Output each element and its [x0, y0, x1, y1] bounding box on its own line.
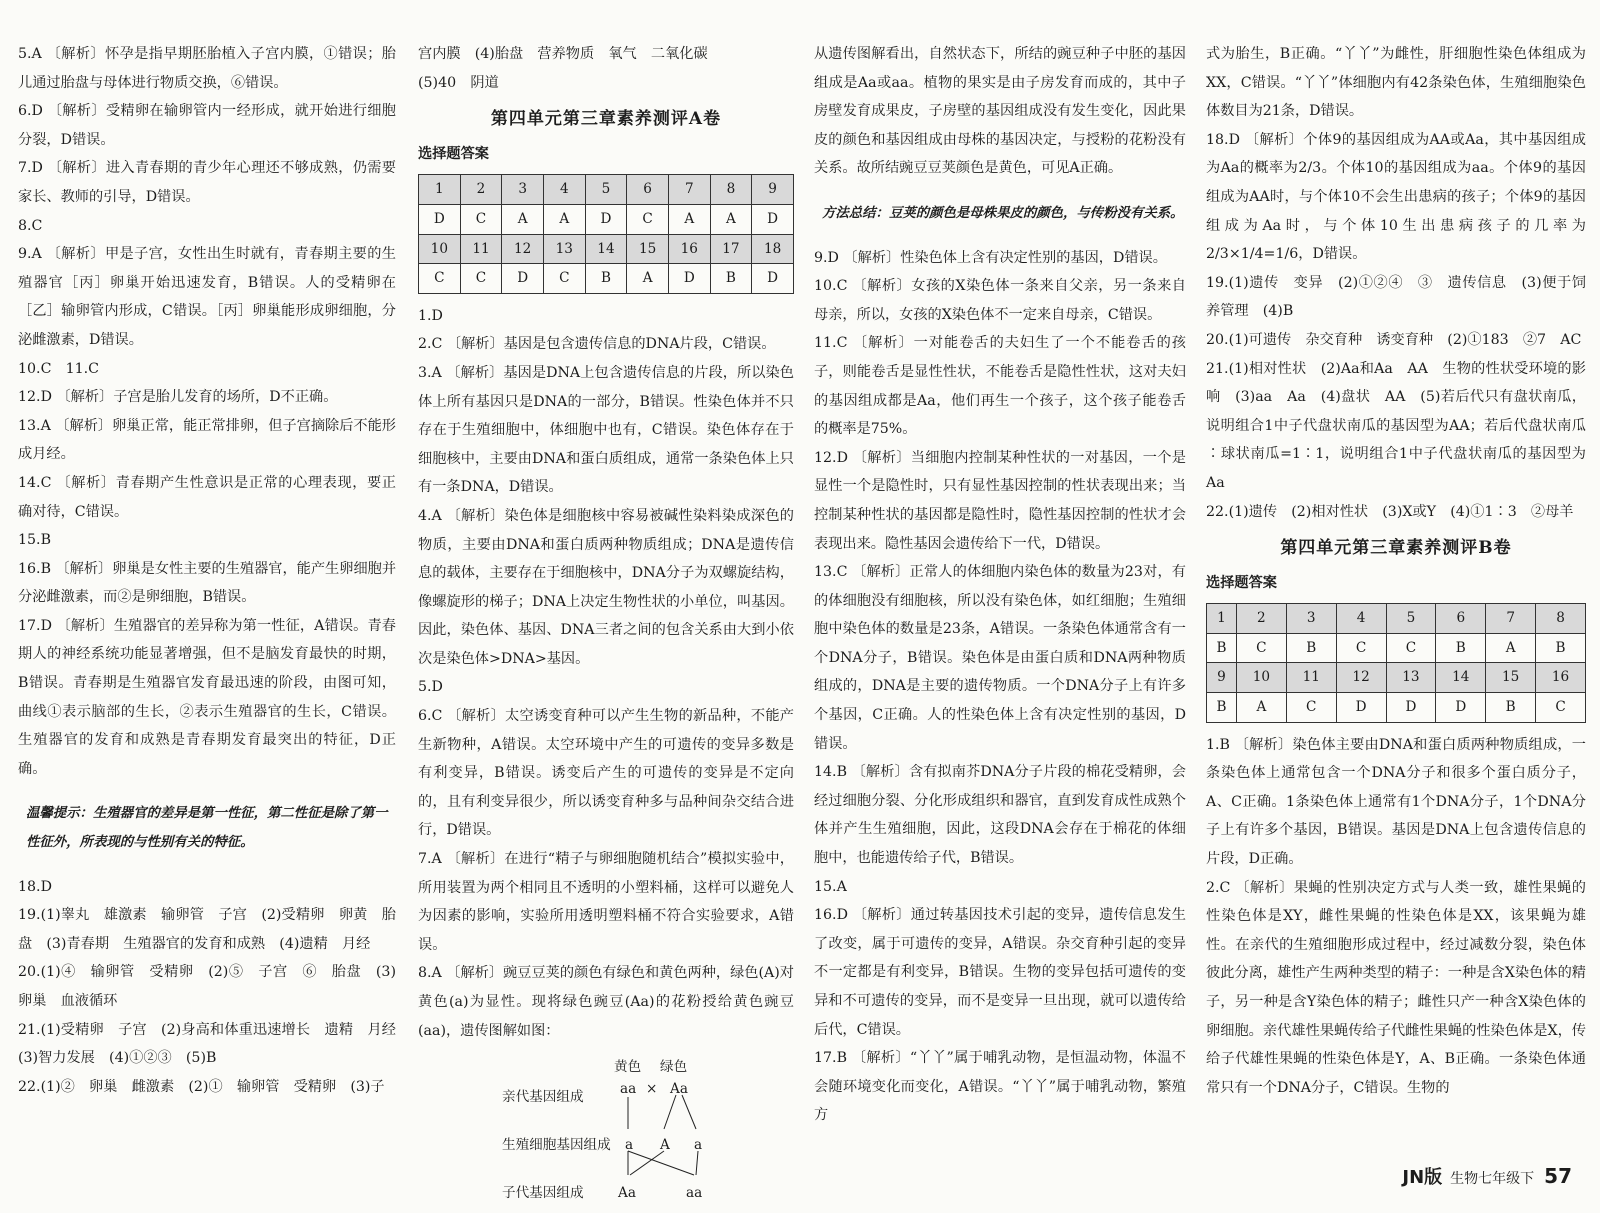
table-cell: B — [1207, 633, 1237, 663]
answer-item: 14.C 〔解析〕青春期产生性意识是正常的心理表现，要正确对待，C错误。 — [18, 474, 396, 520]
answer-item: 1.B 〔解析〕染色体主要由DNA和蛋白质两种物质组成，一条染色体上通常包含一个DNA分子和很多个蛋白质分子，A、C正确。1条染色体上通常有1个DNA分子，1个DNA分子上有许多个基因，B错误。基因是DNA上包含遗传信息的片段，D正确。 — [1206, 736, 1586, 868]
answer-item: 9.A 〔解析〕甲是子宫，女性出生时就有，青春期主要的生殖器官［丙］卵巢开始迅速发育，B错误。人的受精卵在［乙］输卵管内形成，C错误。［丙］卵巢能形成卵细胞，分泌雌激素，D错误。 — [18, 246, 396, 348]
answer-item: 5.D — [418, 679, 443, 696]
answer-item: 21.(1)受精卵 子宫 (2)身高和体重迅速增长 遗精 月经 (3)智力发展 (4)①②③ (5)B — [18, 1021, 411, 1067]
table-cell: C — [543, 264, 585, 294]
table-row — [419, 204, 794, 234]
answer-item: 17.D 〔解析〕生殖器官的差异称为第一性征，A错误。青春期人的神经系统功能显著增强，但不是脑发育最快的时期，B错误。青春期是生殖器官发育最迅速的阶段，由图可知，曲线①表示脑部的生长，②表示生殖器官的生长，C错误。生殖器官的发育和成熟是青春期发育最突出的特征，D正确。 — [18, 617, 396, 777]
table-cell: 6 — [627, 175, 669, 205]
table-cell: 7 — [668, 175, 710, 205]
table-row — [419, 234, 794, 264]
table-cell: 8 — [710, 175, 752, 205]
table-cell: 14 — [1436, 663, 1486, 693]
table-row — [1207, 604, 1586, 634]
answer-item: 12.D 〔解析〕子宫是胎儿发育的场所，D不正确。 — [18, 389, 338, 406]
diagram-cross: × — [646, 1081, 658, 1098]
answer-label-a: 选择题答案 — [418, 145, 489, 162]
diagram-lines — [418, 1045, 794, 1213]
genetic-diagram — [418, 1045, 794, 1213]
answer-item: 11.C 〔解析〕一对能卷舌的夫妇生了一个不能卷舌的孩子，则能卷舌是显性性状，不能卷舌是隐性性状，这对夫妇的基因组成都是Aa，他们再生一个孩子，这个孩子能卷舌的概率是75%。 — [814, 335, 1186, 438]
diagram-row-parent: 亲代基因组成 — [502, 1089, 584, 1106]
table-cell: A — [1236, 693, 1286, 723]
column-4 — [1206, 40, 1586, 1102]
table-cell: 17 — [710, 234, 752, 264]
answer-item: (5)40 阴道 — [418, 74, 499, 91]
tip-note: 温馨提示：生殖器官的差异是第一性征，第二性征是除了第一性征外，所表现的与性别有关的特征。 — [26, 805, 388, 851]
table-cell: 10 — [1236, 663, 1286, 693]
table-row — [1207, 663, 1586, 693]
table-cell: 1 — [1207, 604, 1237, 634]
answer-item: 8.C — [18, 217, 43, 234]
answer-item: 10.C 〔解析〕女孩的X染色体一条来自父亲，另一条来自母亲，所以，女孩的X染色体不一定来自母亲，C错误。 — [814, 278, 1186, 323]
table-cell: 8 — [1536, 604, 1586, 634]
table-cell: 14 — [585, 234, 627, 264]
table-cell: 11 — [460, 234, 502, 264]
table-cell: A — [627, 264, 669, 294]
test-a-title: 第四单元第三章素养测评A卷 — [490, 109, 722, 130]
table-row — [1207, 693, 1586, 723]
edition-label: JN版 — [1402, 1167, 1443, 1188]
answer-item: 式为胎生，B正确。“丫丫”为雌性，肝细胞性染色体组成为XX，C错误。“丫丫”体细胞内有42条染色体，生殖细胞染色体数目为21条，D错误。 — [1206, 46, 1586, 120]
answer-item: 18.D 〔解析〕个体9的基因组成为AA或Aa，其中基因组成为Aa的概率为2/3。个体10的基因组成为aa。个体9的基因组成为AA时，与个体10不会生出患病的孩子；个体9的基因组成为Aa时，与个体10生出患病孩子的几率为2/3×1/4=1/6，D错误。 — [1206, 131, 1586, 263]
answer-item: 16.B 〔解析〕卵巢是女性主要的生殖器官，能产生卵细胞并分泌雌激素，而②是卵细胞，B错误。 — [18, 560, 397, 606]
answer-item: 6.C 〔解析〕太空诱变育种可以产生生物的新品种，不能产生新物种，A错误。太空环境中产生的可遗传的变异多数是有利变异，B错误。诱变后产生的可遗传的变异是不定向的，且有利变异很少，所以诱变育种多与品种间杂交结合进行，D错误。 — [418, 708, 794, 839]
table-cell: C — [1386, 633, 1436, 663]
page-number: 57 — [1544, 1164, 1572, 1188]
table-cell: D — [585, 204, 627, 234]
answer-item: 5.A 〔解析〕怀孕是指早期胚胎植入子宫内膜，①错误；胎儿通过胎盘与母体进行物质交换，⑥错误。 — [18, 46, 396, 91]
answer-item: 从遗传图解看出，自然状态下，所结的豌豆种子中胚的基因组成是Aa或aa。植物的果实是由子房发育而成的，其中子房壁发育成果皮，子房壁的基因组成没有发生变化，因此果皮的颜色和基因组成由母株的基因决定，与授粉的花粉没有关系。故所结豌豆豆荚颜色是黄色，可见A正确。 — [814, 46, 1186, 177]
answer-item: 18.D — [18, 878, 52, 895]
table-cell: C — [460, 264, 502, 294]
table-cell: 13 — [543, 234, 585, 264]
answer-item: 20.(1)④ 输卵管 受精卵 (2)⑤ 子宫 ⑥ 胎盘 (3)卵巢 血液循环 — [18, 964, 396, 1009]
table-cell: 18 — [752, 234, 794, 264]
table-cell: A — [502, 204, 544, 234]
column-2 — [418, 40, 794, 1213]
answer-item: 14.B 〔解析〕含有拟南芥DNA分子片段的棉花受精卵，会经过细胞分裂、分化形成组织和器官，直到发育成性成熟个体并产生生殖细胞，因此，这段DNA会存在于棉花的体细胞中，也能遗传给子代，B错误。 — [814, 764, 1186, 867]
answer-item: 6.D 〔解析〕受精卵在输卵管内一经形成，就开始进行细胞分裂，D错误。 — [18, 103, 396, 148]
diagram-yellow: 黄色 — [614, 1059, 642, 1076]
answer-item: 7.A 〔解析〕在进行“精子与卵细胞随机结合”模拟实验中，所用装置为两个相同且不透明的小塑料桶，这样可以避免人为因素的影响，实验所用透明塑料桶不符合实验要求，A错误。 — [418, 851, 794, 953]
answer-item: 1.D — [418, 307, 443, 324]
table-cell: C — [627, 204, 669, 234]
answer-item: 10.C 11.C — [18, 360, 100, 377]
table-cell: C — [1236, 633, 1286, 663]
column-3 — [814, 40, 1186, 1130]
answer-item: 7.D 〔解析〕进入青春期的青少年心理还不够成熟，仍需要家长、教师的引导，D错误。 — [18, 160, 396, 205]
table-cell: D — [419, 204, 461, 234]
diagram-row-offspring: 子代基因组成 — [502, 1185, 584, 1202]
table-cell: 5 — [1386, 604, 1436, 634]
answer-item: 19.(1)遗传 变异 (2)①②④ ③ 遗传信息 (3)便于饲养管理 (4)B — [1206, 274, 1586, 320]
table-cell: 15 — [1486, 663, 1536, 693]
table-cell: 6 — [1436, 604, 1486, 634]
table-cell: 2 — [460, 175, 502, 205]
answer-item: 20.(1)可遗传 杂交育种 诱变育种 (2)①183 ②7 AC — [1206, 331, 1582, 348]
answer-item: 22.(1)② 卵巢 雌激素 (2)① 输卵管 受精卵 (3)子 — [18, 1078, 385, 1095]
table-cell: 4 — [1336, 604, 1386, 634]
diagram-p2: Aa — [670, 1081, 688, 1098]
column-1 — [18, 40, 411, 1101]
table-cell: 2 — [1236, 604, 1286, 634]
table-cell: 9 — [752, 175, 794, 205]
table-cell: 16 — [668, 234, 710, 264]
table-cell: B — [1286, 633, 1336, 663]
answer-item: 22.(1)遗传 (2)相对性状 (3)X或Y (4)①1∶3 ②母羊 — [1206, 503, 1574, 520]
table-cell: C — [1286, 693, 1336, 723]
answer-item: 2.C 〔解析〕基因是包含遗传信息的DNA片段，C错误。 — [418, 336, 776, 353]
table-cell: D — [752, 204, 794, 234]
answer-item: 19.(1)睾丸 雄激素 输卵管 子宫 (2)受精卵 卵黄 胎盘 (3)青春期 生殖器官的发育和成熟 (4)遗精 月经 — [18, 907, 396, 952]
method-note: 方法总结：豆荚的颜色是母株果皮的颜色，与传粉没有关系。 — [822, 204, 1184, 221]
table-cell: C — [460, 204, 502, 234]
diagram-green: 绿色 — [660, 1059, 688, 1076]
table-cell: 4 — [543, 175, 585, 205]
table-cell: 16 — [1536, 663, 1586, 693]
test-b-title: 第四单元第三章素养测评B卷 — [1280, 538, 1512, 559]
table-cell: B — [1486, 693, 1536, 723]
answer-item: 15.B — [18, 532, 51, 549]
table-cell: A — [710, 204, 752, 234]
table-cell: D — [1336, 693, 1386, 723]
table-cell: A — [1486, 633, 1536, 663]
table-row — [1207, 633, 1586, 663]
diagram-c2: aa — [686, 1185, 703, 1202]
table-cell: 12 — [1336, 663, 1386, 693]
table-cell: 7 — [1486, 604, 1536, 634]
diagram-g2: A — [660, 1137, 670, 1154]
diagram-p1: aa — [620, 1081, 637, 1098]
table-cell: 5 — [585, 175, 627, 205]
answer-item: 9.D 〔解析〕性染色体上含有决定性别的基因，D错误。 — [814, 249, 1167, 266]
table-cell: A — [668, 204, 710, 234]
diagram-row-gamete: 生殖细胞基因组成 — [502, 1137, 611, 1154]
answer-item: 8.A 〔解析〕豌豆豆荚的颜色有绿色和黄色两种，绿色(A)对黄色(a)为显性。现将绿色豌豆(Aa)的花粉授给黄色豌豆(aa)，遗传图解如图： — [418, 965, 794, 1039]
table-cell: C — [419, 264, 461, 294]
answer-item: 21.(1)相对性状 (2)Aa和Aa AA 生物的性状受环境的影响 (3)aa Aa (4)盘状 AA (5)若后代只有盘状南瓜，说明组合1中子代盘状南瓜的基因型为AA；若后代盘状南瓜∶球状南瓜=1∶1，说明组合1中子代盘状南瓜的基因型为Aa — [1206, 360, 1586, 491]
answer-item: 2.C 〔解析〕果蝇的性别决定方式与人类一致，雄性果蝇的性染色体是XY，雌性果蝇的性染色体是XX，该果蝇为雄性。在亲代的生殖细胞形成过程中，经过减数分裂，染色体彼此分离，雄性产生两种类型的精子：一种是含X染色体的精子，另一种是含Y染色体的精子；雌性只产一种含X染色体的卵细胞。亲代雄性果蝇传给子代雌性果蝇的性染色体是X，传给子代雄性果蝇的性染色体是Y，A、B正确。一条染色体通常只有一个DNA分子，C错误。生物的 — [1206, 879, 1586, 1096]
table-cell: D — [752, 264, 794, 294]
table-cell: 3 — [502, 175, 544, 205]
table-cell: 3 — [1286, 604, 1336, 634]
answer-item: 宫内膜 (4)胎盘 营养物质 氧气 二氧化碳 — [418, 46, 708, 62]
answer-item: 13.A 〔解析〕卵巢正常，能正常排卵，但子宫摘除后不能形成月经。 — [18, 417, 396, 463]
table-cell: D — [502, 264, 544, 294]
table-cell: C — [1336, 633, 1386, 663]
answer-item: 17.B 〔解析〕“丫丫”属于哺乳动物，是恒温动物，体温不会随环境变化而变化，A错误。“丫丫”属于哺乳动物，繁殖方 — [814, 1050, 1186, 1124]
answer-item: 13.C 〔解析〕正常人的体细胞内染色体的数量为23对，有的体细胞没有细胞核，所以没有染色体，如红细胞；生殖细胞中染色体的数量是23条，A错误。一条染色体通常含有一个DNA分子，B错误。染色体是由蛋白质和DNA两种物质组成的，DNA是主要的遗传物质。一个DNA分子上有许多个基因，C正确。人的性染色体上含有决定性别的基因，D错误。 — [814, 564, 1186, 752]
table-cell: D — [668, 264, 710, 294]
table-cell: D — [1436, 693, 1486, 723]
table-cell: C — [1536, 693, 1586, 723]
diagram-c1: Aa — [618, 1185, 636, 1202]
answer-item: 3.A 〔解析〕基因是DNA上包含遗传信息的片段，所以染色体上所有基因只是DNA的一部分，B错误。性染色体并不只存在于生殖细胞中，体细胞中也有，C错误。染色体存在于细胞核中，主要由DNA和蛋白质组成，通常一条染色体上只有一条DNA，D错误。 — [418, 364, 794, 496]
diagram-g3: a — [694, 1137, 703, 1154]
table-cell: B — [1207, 693, 1237, 723]
answer-item: 16.D 〔解析〕通过转基因技术引起的变异，遗传信息发生了改变，属于可遗传的变异，A错误。杂交育种引起的变异不一定都是有利变异，B错误。生物的变异包括可遗传的变异和不可遗传的变异，而不是变异一旦出现，就可以遗传给后代，C错误。 — [814, 907, 1186, 1038]
table-cell: 10 — [419, 234, 461, 264]
table-cell: 12 — [502, 234, 544, 264]
table-cell: 11 — [1286, 663, 1336, 693]
page-footer — [1402, 1163, 1572, 1189]
answer-item: 15.A — [814, 878, 847, 895]
table-row — [419, 264, 794, 294]
diagram-g1: a — [625, 1137, 634, 1154]
table-cell: 13 — [1386, 663, 1436, 693]
answer-table-a — [418, 174, 794, 293]
answer-item: 4.A 〔解析〕染色体是细胞核中容易被碱性染料染成深色的物质，主要由DNA和蛋白质两种物质组成；DNA是遗传信息的载体，主要存在于细胞核中，DNA分子为双螺旋结构，像螺旋形的梯子；DNA上决定生物性状的小单位，叫基因。因此，染色体、基因、DNA三者之间的包含关系由大到小依次是染色体>DNA>基因。 — [418, 507, 794, 667]
table-cell: B — [710, 264, 752, 294]
table-cell: A — [543, 204, 585, 234]
subject-label: 生物七年级下 — [1450, 1171, 1535, 1187]
answer-item: 12.D 〔解析〕当细胞内控制某种性状的一对基因，一个是显性一个是隐性时，只有显性基因控制的性状表现出来；当控制某种性状的基因都是隐性时，隐性基因控制的性状才会表现出来。隐性基因会遗传给下一代，D错误。 — [814, 449, 1186, 552]
table-cell: 15 — [627, 234, 669, 264]
table-cell: 9 — [1207, 663, 1237, 693]
table-cell: B — [1536, 633, 1586, 663]
table-cell: B — [585, 264, 627, 294]
table-row — [419, 175, 794, 205]
table-cell: 1 — [419, 175, 461, 205]
table-cell: D — [1386, 693, 1436, 723]
answer-table-b — [1206, 603, 1586, 722]
table-cell: B — [1436, 633, 1486, 663]
answer-label-b: 选择题答案 — [1206, 574, 1277, 591]
